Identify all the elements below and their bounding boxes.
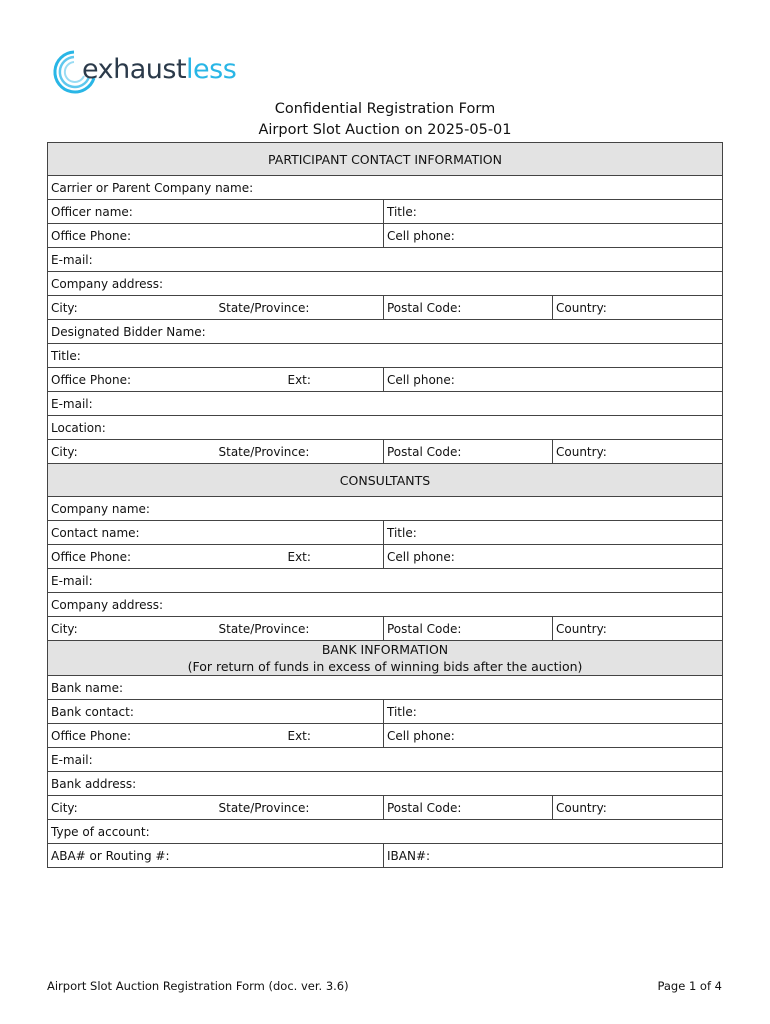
exhaustless-logo bbox=[50, 48, 250, 98]
bank-cell-field[interactable]: Cell phone: bbox=[384, 724, 723, 748]
bank-contact-field[interactable]: Bank contact: bbox=[48, 700, 384, 724]
consultant-city-field[interactable]: City: bbox=[48, 617, 216, 641]
city-field[interactable]: City: bbox=[48, 296, 216, 320]
consultant-country-field[interactable]: Country: bbox=[553, 617, 723, 641]
footer-page-number: Page 1 of 4 bbox=[657, 979, 722, 993]
postal-field[interactable]: Postal Code: bbox=[384, 296, 553, 320]
bank-postal-field[interactable]: Postal Code: bbox=[384, 796, 553, 820]
officer-phone-field[interactable]: Office Phone: bbox=[48, 224, 384, 248]
consultant-cell-field[interactable]: Cell phone: bbox=[384, 545, 723, 569]
logo-text-dark: exhaust bbox=[82, 54, 187, 85]
bank-section-header bbox=[48, 641, 723, 676]
officer-name-field[interactable]: Officer name: bbox=[48, 200, 384, 224]
aba-routing-field[interactable]: ABA# or Routing #: bbox=[48, 844, 384, 868]
consultant-email-field[interactable]: E-mail: bbox=[48, 569, 723, 593]
bidder-cell-field[interactable]: Cell phone: bbox=[384, 368, 723, 392]
bank-phone-field[interactable]: Office Phone: bbox=[48, 724, 216, 748]
company-address-field[interactable]: Company address: bbox=[48, 272, 723, 296]
bank-address-field[interactable]: Bank address: bbox=[48, 772, 723, 796]
bank-state-field[interactable]: State/Province: bbox=[216, 796, 384, 820]
officer-email-field[interactable]: E-mail: bbox=[48, 248, 723, 272]
bank-header-title: BANK INFORMATION bbox=[321, 642, 449, 657]
bank-title-field[interactable]: Title: bbox=[384, 700, 723, 724]
bank-name-field[interactable]: Bank name: bbox=[48, 676, 723, 700]
account-type-field[interactable]: Type of account: bbox=[48, 820, 723, 844]
bank-country-field[interactable]: Country: bbox=[553, 796, 723, 820]
consultant-postal-field[interactable]: Postal Code: bbox=[384, 617, 553, 641]
logo-wordmark bbox=[82, 54, 236, 85]
registration-form-table bbox=[47, 142, 723, 868]
consultant-address-field[interactable]: Company address: bbox=[48, 593, 723, 617]
form-subtitle: Airport Slot Auction on 2025-05-01 bbox=[258, 122, 512, 138]
bank-ext-field[interactable]: Ext: bbox=[216, 724, 384, 748]
postal2-field[interactable]: Postal Code: bbox=[384, 440, 553, 464]
bank-email-field[interactable]: E-mail: bbox=[48, 748, 723, 772]
carrier-name-field[interactable]: Carrier or Parent Company name: bbox=[48, 176, 723, 200]
country2-field[interactable]: Country: bbox=[553, 440, 723, 464]
logo-text-light: less bbox=[186, 54, 237, 85]
consultant-phone-field[interactable]: Office Phone: bbox=[48, 545, 216, 569]
bank-header-note: (For return of funds in excess of winning bids after the auction) bbox=[187, 659, 583, 674]
form-title: Confidential Registration Form bbox=[274, 101, 496, 117]
city2-field[interactable]: City: bbox=[48, 440, 216, 464]
consultants-section-header: CONSULTANTS bbox=[48, 464, 723, 497]
bidder-name-field[interactable]: Designated Bidder Name: bbox=[48, 320, 723, 344]
state-field[interactable]: State/Province: bbox=[216, 296, 384, 320]
iban-field[interactable]: IBAN#: bbox=[384, 844, 723, 868]
country-field[interactable]: Country: bbox=[553, 296, 723, 320]
bidder-phone-field[interactable]: Office Phone: bbox=[48, 368, 216, 392]
state2-field[interactable]: State/Province: bbox=[216, 440, 384, 464]
bank-city-field[interactable]: City: bbox=[48, 796, 216, 820]
footer-doc-version: Airport Slot Auction Registration Form (doc. ver. 3.6) bbox=[47, 979, 349, 993]
bidder-ext-field[interactable]: Ext: bbox=[216, 368, 384, 392]
consultant-state-field[interactable]: State/Province: bbox=[216, 617, 384, 641]
participant-section-header: PARTICIPANT CONTACT INFORMATION bbox=[48, 143, 723, 176]
location-field[interactable]: Location: bbox=[48, 416, 723, 440]
officer-title-field[interactable]: Title: bbox=[384, 200, 723, 224]
consultant-contact-field[interactable]: Contact name: bbox=[48, 521, 384, 545]
officer-cell-field[interactable]: Cell phone: bbox=[384, 224, 723, 248]
bidder-title-field[interactable]: Title: bbox=[48, 344, 723, 368]
consultant-ext-field[interactable]: Ext: bbox=[216, 545, 384, 569]
consultant-title-field[interactable]: Title: bbox=[384, 521, 723, 545]
bidder-email-field[interactable]: E-mail: bbox=[48, 392, 723, 416]
consultant-company-field[interactable]: Company name: bbox=[48, 497, 723, 521]
